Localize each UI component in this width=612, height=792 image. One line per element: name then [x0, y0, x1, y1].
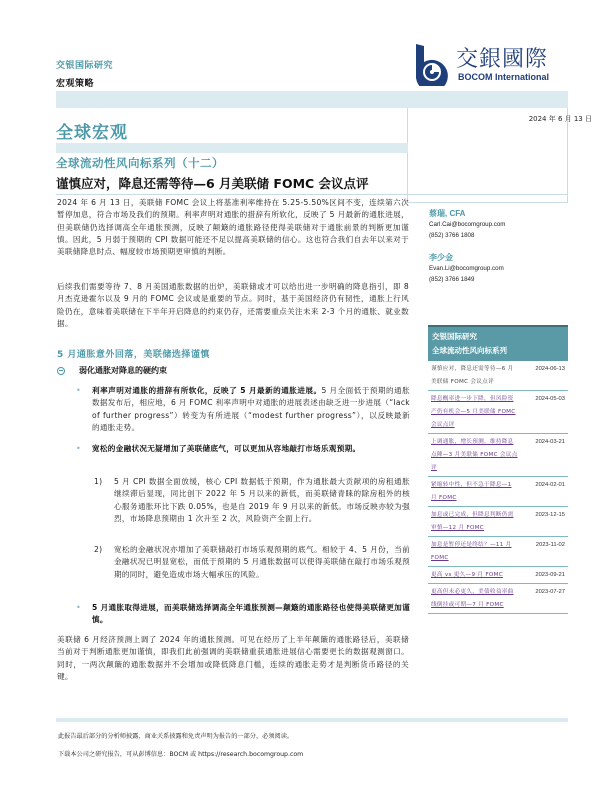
related-report-date: 2024-02-01	[535, 482, 565, 488]
page-title: 谨慎应对，降息还需等待—6 月美联储 FOMC 会议点评	[56, 176, 369, 191]
report-category: 宏观策略	[56, 79, 95, 89]
bullet-icon: •	[76, 603, 82, 612]
bullet-bold-text: 利率声明对通胀的措辞有所软化，反映了 5 月最新的通胀进展。	[92, 386, 322, 395]
related-report-item[interactable]	[428, 567, 568, 584]
subsection-heading-text: 弱化通胀对降息的硬约束	[79, 366, 167, 375]
related-report-item[interactable]	[428, 537, 568, 567]
brand-name: 交银国际研究	[56, 61, 114, 71]
related-report-link[interactable]: 更高但未必更久，美债收益率曲线倒挂或可期—7 月 FOMC	[431, 589, 514, 608]
related-report-link[interactable]: 紧缩转中性，但不急于降息—1 月 FOMC	[431, 482, 512, 501]
related-report-item[interactable]	[428, 391, 568, 434]
numbered-text: 宽松的金融状况亦增加了美联储敲打市场乐观预期的底气。相较于 4、5 月份，当前金融状况已明显宽松，而低于预期的 5 月通胀数据可以使得美联储在敲打市场乐观预期的同时，避免造成市场大幅承压的风险。	[114, 545, 410, 579]
series-title: 全球流动性风向标系列（十二）	[56, 156, 224, 170]
footer-download-info: 下载本公司之研究报告，可从彭博信息：BOCM 或 https://research.bocomgroup.com	[58, 751, 304, 758]
item-number: 2)	[94, 545, 103, 554]
analyst-list	[429, 208, 569, 296]
numbered-text: 5 月 CPI 数据全面放缓，核心 CPI 数据低于预期，作为通胀最大贡献项的房租通胀继续滞后显现，同比创下 2022 年 5 月以来的新低，而美联储青睐的除房租外的核心服务通胀环比下跌 0.05%，也是自 2019 年 9 月以来的新低。市场反映亦较为强烈，市场降息预期由 1 次升至 2 次，风险资产全面上行。	[114, 477, 410, 523]
summary-paragraph-1: 2024 年 6 月 13 日，美联储 FOMC 会议上将基准利率维持在 5.25-5.50%区间不变，连续第六次暂停加息，符合市场及我们的预期。利率声明对通胀的措辞有所软化，反映了 5 月最新的通胀进展，但美联储仍选择调高全年通胀预测，反映了颠簸的通胀路径使得美联储对于通胀前景的判断更加谨慎。因此，5 月弱于预期的 CPI 数据可能还不足以提高美联储的信心。这也符合我们自去年以来对于美联储降息时点、幅度较市场预期更审慎的判断。	[57, 198, 409, 257]
related-report-item[interactable]	[428, 477, 568, 507]
analyst-email[interactable]: Evan.Li@bocomgroup.com	[429, 265, 504, 272]
related-report-link[interactable]: 上调通胀，增长预测，维持降息点陣—3 月美联储 FOMC 会议点评	[431, 439, 518, 471]
logo-chinese: 交銀國際	[456, 47, 549, 72]
numbered-item	[94, 476, 410, 525]
analyst-phone: (852) 3766 1808	[429, 232, 475, 239]
analyst-name: 李少金	[429, 253, 453, 262]
related-reports-header	[428, 325, 568, 361]
logo-english: BOCOM International	[458, 72, 550, 82]
conclusion-paragraph: 美联储 6 月经济预测上调了 2024 年的通胀预测。可见在经历了上半年颠簸的通胀路径后，美联储当前对于判断通胀更加谨慎，即我们此前强调的美联储重获通胀进展信心需要更长的数据观测窗口。同时，一两次颠簸的通胀数据并不会增加或降低降息门槛，连续的通胀走势才是判断货币路径的关键。	[57, 635, 409, 681]
section-title: 全球宏观	[56, 123, 128, 143]
bullet-bold-text: 5 月通胀取得进展，而美联储选择调高全年通胀预测—颠簸的通胀路径也使得美联储更加谨慎。	[92, 603, 410, 625]
footer-bar	[56, 718, 568, 722]
related-report-date: 2023-11-02	[535, 542, 565, 548]
analyst-email[interactable]: Carl.Cai@bocomgroup.com	[429, 221, 506, 228]
related-report-link[interactable]: 降息概率进一步下降，但风险资产仍有机会—5 月美联储 FOMC 会议点评	[431, 396, 516, 428]
bullet-item	[76, 602, 410, 627]
title-divider-bar	[56, 143, 408, 153]
footer-disclaimer: 此报告最后部分的分析师披露、商业关系披露和免责声明为报告的一部分，必须阅读。	[58, 733, 294, 740]
analyst-card	[429, 252, 569, 285]
related-header-series: 全球流动性风向标系列	[432, 346, 507, 355]
bullet-text: 5 月全面低于预期的通胀数据发布后，相应地，6 月 FOMC 利率声明中对通胀的进展表述由缺乏进一步进展（“lack of further progress”）转变为有所进展（“modest further progress”），以反映最新的通胀走势。	[92, 386, 410, 432]
bullet-item	[76, 385, 410, 434]
related-report-date: 2024-05-03	[535, 396, 565, 402]
subsection-heading	[57, 365, 167, 376]
bullet-bold-text: 宽松的金融状况无疑增加了美联储底气，可以更加从容地敲打市场乐观预期。	[92, 444, 361, 453]
minus-circle-icon	[57, 367, 65, 375]
related-report-item[interactable]	[428, 507, 568, 537]
related-report-item[interactable]	[428, 434, 568, 477]
analyst-phone: (852) 3766 1849	[429, 276, 475, 283]
related-report-title: 谨慎应对，降息还需等待—6 月美联储 FOMC 会议点评	[431, 366, 514, 385]
bullet-icon: •	[76, 444, 82, 453]
related-report-date: 2024-06-13	[535, 366, 565, 372]
section-heading: 5 月通胀意外回落，美联储选择谨慎	[57, 350, 210, 360]
analyst-card	[429, 208, 569, 241]
related-report-date: 2023-12-15	[535, 512, 565, 518]
bocom-logo-icon	[412, 42, 448, 86]
related-reports	[428, 325, 568, 614]
related-report-date: 2024-03-21	[535, 439, 565, 445]
related-report-link[interactable]: 加息是暂停还是终结？—11 月 FOMC	[431, 542, 512, 561]
related-report-date: 2023-07-27	[535, 589, 565, 595]
bullet-icon: •	[76, 386, 82, 395]
summary-paragraph-2: 后续我们需要等待 7、8 月美国通胀数据的出炉，美联储或才可以给出进一步明确的降息指引，即 8 月杰克逊霍尔以及 9 月的 FOMC 会议或是重要的节点。同时，基于美国经济仍有韧性，通胀上行风险仍在，意味着美联储在下半年开启降息的约束仍存，还需要重点关注未来 2-3 个月的通胀、就业数据。	[57, 282, 409, 328]
numbered-item	[94, 544, 410, 581]
title-rule	[56, 194, 568, 195]
item-number: 1)	[94, 477, 103, 486]
report-date: 2024 年 6 月 13 日	[528, 115, 592, 123]
related-report-link[interactable]: 更高 vs 更久—9 月 FOMC	[431, 572, 503, 578]
bocom-logo	[408, 40, 568, 90]
bullet-item	[76, 443, 410, 455]
related-report-item[interactable]	[428, 584, 568, 614]
related-report-item	[428, 361, 568, 391]
related-report-link[interactable]: 加息或已完成，但降息判断仍需审慎—12 月 FOMC	[431, 512, 514, 531]
header-bar	[56, 91, 568, 108]
related-header-brand: 交银国际研究	[432, 332, 477, 341]
analyst-name: 蔡瑞, CFA	[429, 209, 466, 218]
related-report-date: 2023-09-21	[535, 572, 565, 578]
